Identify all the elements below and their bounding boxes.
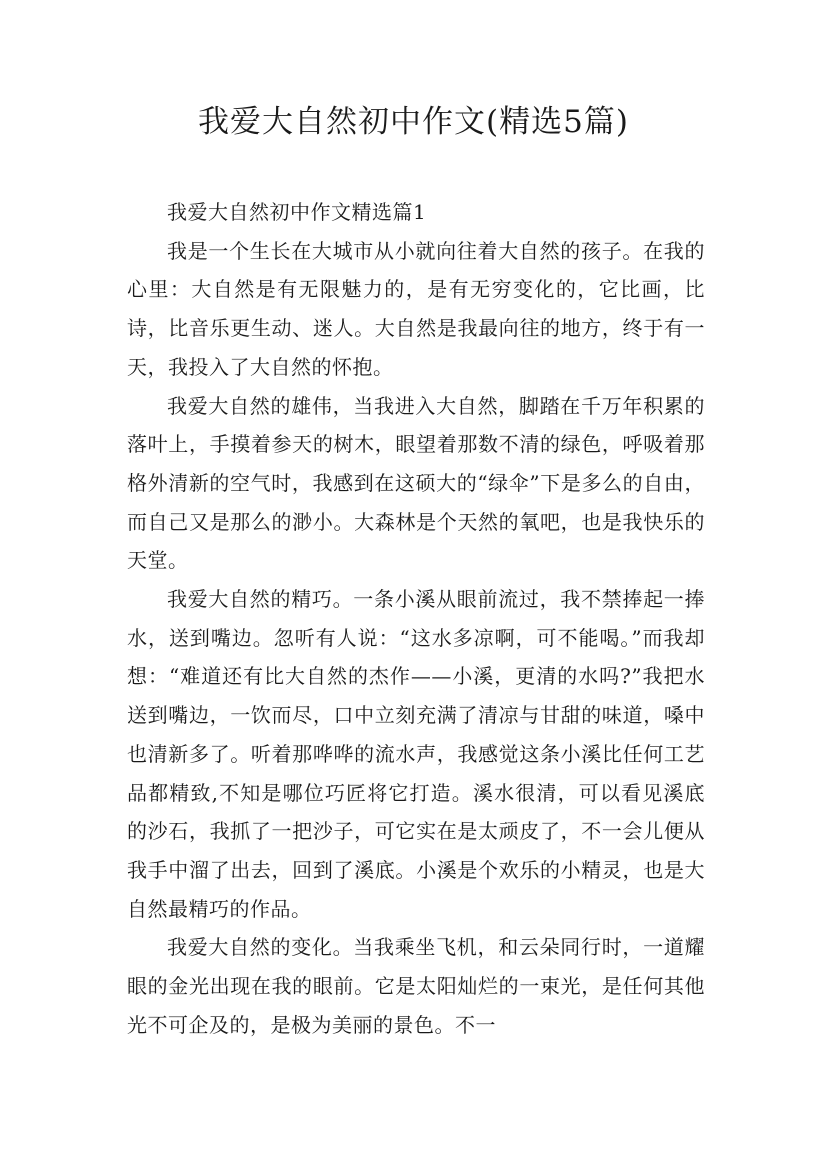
paragraph: 我爱大自然的变化。当我乘坐飞机，和云朵同行时，一道耀眼的金光出现在我的眼前。它是太阳灿烂的一束光，是任何其他光不可企及的，是极为美丽的景色。不一 — [127, 935, 705, 1037]
paragraph: 我爱大自然的精巧。一条小溪从眼前流过，我不禁捧起一捧水，送到嘴边。忽听有人说：“这水多凉啊，可不能喝。”而我却想：“难道还有比大自然的杰作——小溪，更清的水吗?”我把水送到嘴边，一饮而尽，口中立刻充满了清凉与甘甜的味道，嗓中也清新多了。听着那哗哗的流水声，我感觉这条小溪比任何工艺品都精致,不知是哪位巧匠将它打造。溪水很清，可以看见溪底的沙石，我抓了一把沙子，可它实在是太顽皮了，不一会儿便从我手中溜了出去，回到了溪底。小溪是个欢乐的小精灵，也是大自然最精巧的作品。 — [127, 587, 705, 921]
section-heading: 我爱大自然初中作文精选篇1 — [167, 200, 427, 224]
document-body — [127, 193, 705, 1044]
paragraph: 我爱大自然的雄伟，当我进入大自然，脚踏在千万年积累的落叶上，手摸着参天的树木，眼望着那数不清的绿色，呼吸着那格外清新的空气时，我感到在这硕大的“绿伞”下是多么的自由，而自己又是那么的渺小。大森林是个天然的氧吧，也是我快乐的天堂。 — [127, 393, 705, 573]
document-title: 我爱大自然初中作文(精选5篇) — [198, 104, 629, 140]
paragraph: 我是一个生长在大城市从小就向往着大自然的孩子。在我的心里：大自然是有无限魅力的，是有无穷变化的，它比画，比诗，比音乐更生动、迷人。大自然是我最向往的地方，终于有一天，我投入了大自然的怀抱。 — [127, 238, 705, 379]
